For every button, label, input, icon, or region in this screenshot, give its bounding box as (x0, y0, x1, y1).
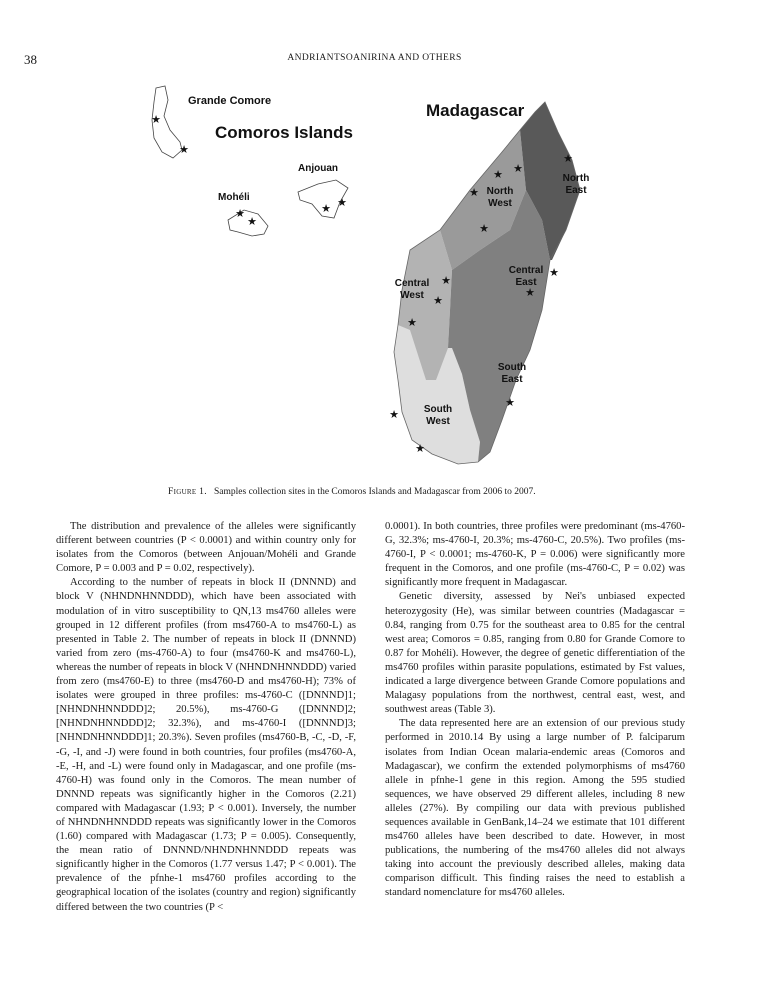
site-star-icon: ★ (493, 168, 503, 181)
paragraph: According to the number of repeats in block II (DNNND) and block V (NHNDNHNNDDD), which have been associated with modulation of in vitro susceptibility to QN,13 ms4760 alleles were grouped in 12 different profiles (from ms4760-A to ms4760-L) as presented in Table 2. The number of repeats in block II (DNNND) varied from zero (ms-4760-A) to four (ms4760-K and ms4760-L), whereas the number of repeats in block V (NHNDNHNNDDD) varied from zero (ms4760-E) to three (ms4760-D and ms4760-H); 73% of isolates were grouped in three profiles: ms-4760-C ([DNNND]1; [NHNDNHNNDDD]2; 20.5%), ms-4760-G ([DNNND]2; [NHNDNHNNDDD]2; 32.3%), and ms-4760-I ([DNNND]3; [NHNDNHNNDDD]1; 20.3%). Seven profiles (ms4760-B, -C, -D, -F, -G, -I, and -J) were found in both countries, four profiles (ms4760-A, -E, -H, and -L) were found only in Madagascar, and one profile (ms-4760-H) was found only in the Comoros. The mean number of DNNND repeats was significantly higher in the Comoros (2.21) compared with Madagascar (1.93; P < 0.001). Inversely, the number of NHNDNHNNDDD repeats was significantly lower in the Comoros (1.60) compared with Madagascar (1.73; P = 0.005). Consequently, the mean ratio of DNNND/NHNDNHNNDDD repeats was significantly higher in the Comoros (1.77 versus 1.47; P < 0.001). The prevalence of the pfnhe-1 ms4760 profiles according to the geographical location of the isolates (country and region) significantly differed between the two countries (P < (56, 577, 356, 913)
label-anjouan: Anjouan (298, 163, 338, 174)
site-star-icon: ★ (407, 316, 417, 329)
body-column-right (385, 520, 685, 901)
site-star-icon: ★ (549, 266, 559, 279)
label-comoros-islands: Comoros Islands (215, 123, 353, 142)
site-star-icon: ★ (441, 274, 451, 287)
paragraph: The data represented here are an extension of our previous study performed in 2010.14 By using a large number of P. falciparum isolates from Indian Ocean malaria-endemic areas (Comoros and Madagascar), we confirm the extended polymorphisms of ms4760 allele in pfnhe-1 gene in this region. Among the 595 studied sequences, we have observed 29 different alleles, including 8 new alleles (27%). By compiling our data with previous published sequences available in GenBank,14–24 we estimate that 101 different ms4760 alleles have been described to date. However, in most publications, the numbering of the ms4760 alleles did not always taking into account the previously described alleles, making data comparison difficult. This finding raises the need to establish a standard nomenclature for ms4760 alleles. (385, 718, 685, 899)
label-central-west: Central West (394, 278, 430, 301)
label-north-east: North East (562, 173, 590, 196)
label-central-east: Central East (508, 265, 544, 288)
caption-text: Samples collection sites in the Comoros Islands and Madagascar from 2006 to 2007. (214, 487, 536, 497)
running-head: ANDRIANTSOANIRINA AND OTHERS (287, 53, 462, 63)
paragraph: Genetic diversity, assessed by Nei's unbiased expected heterozygosity (He), was similar between countries (Madagascar = 0.84, ranging from 0.75 for the southeast area to 0.85 for the central west area; Comoros = 0.85, ranging from 0.80 for Grande Comore to 0.87 for Mohéli). However, the degree of genetic differentiation of the ms4760 profiles within parasite populations, estimated by Fst values, indicated a large divergence between Grande Comore populations and Malagasy populations from the northwest, central east, west, and southwest areas (Table 3). (385, 591, 685, 716)
body-column-left (56, 520, 356, 915)
site-star-icon: ★ (235, 207, 245, 220)
paragraph: The distribution and prevalence of the alleles were significantly different between countries (P < 0.0001) and within country only for isolates from the Comoros (between Anjouan/Mohéli and Grande Comore, P = 0.003 and P = 0.02, respectively). (56, 521, 356, 575)
site-star-icon: ★ (247, 215, 257, 228)
site-star-icon: ★ (563, 152, 573, 165)
site-star-icon: ★ (433, 294, 443, 307)
label-grande-comore: Grande Comore (188, 95, 272, 107)
site-star-icon: ★ (525, 286, 535, 299)
site-star-icon: ★ (505, 396, 515, 409)
label-madagascar: Madagascar (426, 101, 525, 120)
label-south-west: South West (423, 404, 453, 427)
label-moheli: Mohéli (218, 192, 250, 203)
site-star-icon: ★ (469, 186, 479, 199)
site-star-icon: ★ (151, 113, 161, 126)
site-star-icon: ★ (179, 143, 189, 156)
site-star-icon: ★ (415, 442, 425, 455)
page-number: 38 (24, 52, 37, 67)
label-south-east: South East (497, 362, 527, 385)
label-north-west: North West (486, 186, 514, 209)
site-star-icon: ★ (337, 196, 347, 209)
site-star-icon: ★ (479, 222, 489, 235)
site-star-icon: ★ (513, 162, 523, 175)
figure-map (140, 80, 610, 480)
paragraph: 0.0001). In both countries, three profiles were predominant (ms-4760-G, 32.3%; ms-4760-I, 20.3%; ms-4760-C, 20.5%). Two profiles (ms-4760-I, P < 0.0001; ms-4760-K, P = 0.006) were significantly more frequent in the Comoros, and one profile (ms-4760-C, P = 0.02) was significantly more frequent in Madagascar. (385, 521, 685, 589)
page-header (24, 52, 725, 68)
figure-caption (168, 487, 536, 497)
site-star-icon: ★ (389, 408, 399, 421)
site-star-icon: ★ (321, 202, 331, 215)
caption-label: Figure 1. (168, 487, 207, 497)
